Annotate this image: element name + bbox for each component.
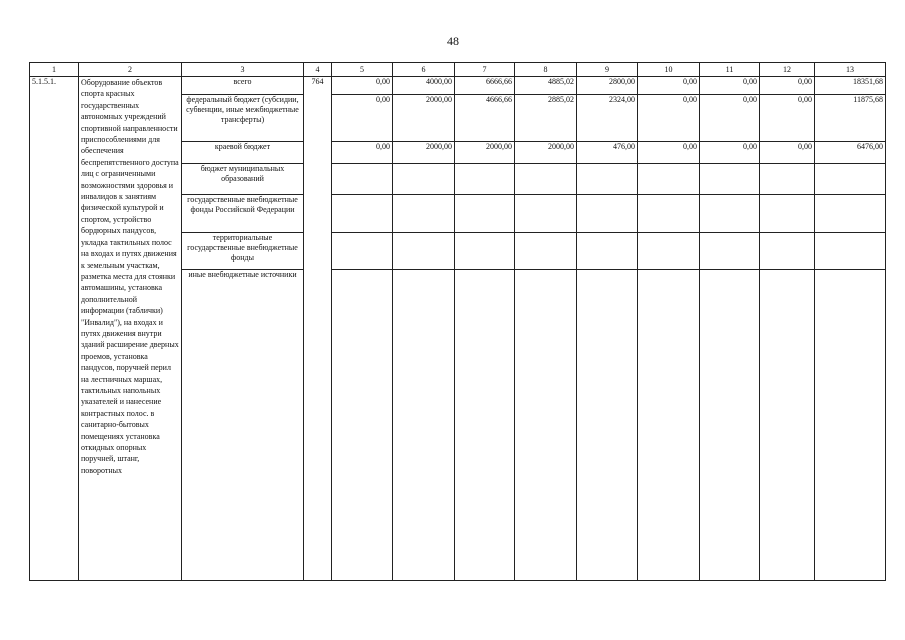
amount-cell: 0,00 bbox=[638, 77, 700, 95]
column-header: 13 bbox=[815, 63, 886, 77]
amount-cell: 0,00 bbox=[760, 142, 815, 164]
funding-table bbox=[29, 62, 886, 581]
amount-cell bbox=[332, 233, 393, 270]
amount-cell: 0,00 bbox=[332, 77, 393, 95]
amount-cell bbox=[455, 233, 515, 270]
funding-source: государственные внебюджетные фонды Российской Федерации bbox=[182, 195, 304, 233]
amount-cell bbox=[577, 195, 638, 233]
amount-cell: 0,00 bbox=[760, 95, 815, 142]
column-header: 7 bbox=[455, 63, 515, 77]
amount-cell bbox=[515, 270, 577, 581]
column-header-row bbox=[30, 63, 886, 77]
amount-cell bbox=[455, 270, 515, 581]
amount-cell bbox=[815, 195, 886, 233]
amount-cell: 18351,68 bbox=[815, 77, 886, 95]
amount-cell: 2000,00 bbox=[515, 142, 577, 164]
funding-source: всего bbox=[182, 77, 304, 95]
amount-cell bbox=[700, 195, 760, 233]
column-header: 12 bbox=[760, 63, 815, 77]
amount-cell: 2800,00 bbox=[577, 77, 638, 95]
amount-cell: 476,00 bbox=[577, 142, 638, 164]
amount-cell: 6476,00 bbox=[815, 142, 886, 164]
amount-cell: 0,00 bbox=[332, 142, 393, 164]
amount-cell: 11875,68 bbox=[815, 95, 886, 142]
amount-cell: 6666,66 bbox=[455, 77, 515, 95]
row-name: Оборудование объектов спорта красных государственных автономных учреждений спортивной направленности приспособлениями для обеспечения беспрепятственного доступа лиц с ограниченными возможностями здоровья и инвалидов к занятиям физической культурой и спортом, устройство бордюрных пандусов, укладка тактильных полос на входах и путях движения к земельным участкам, разметка места для стоянки автомашины, установка дополнительной информации (таблички) "Инвалид"), на входах и путях движения внутри зданий расширение дверных проемов, установка пандусов, поручней перил на лестничных маршах, тактильных напольных указателей и нанесение контрастных полос. в санитарно-бытовых помещениях установка откидных опорных поручней, штанг, поворотных bbox=[79, 77, 182, 581]
amount-cell bbox=[332, 195, 393, 233]
amount-cell bbox=[638, 195, 700, 233]
column-header: 3 bbox=[182, 63, 304, 77]
amount-cell bbox=[332, 270, 393, 581]
amount-cell bbox=[815, 164, 886, 195]
amount-cell bbox=[393, 195, 455, 233]
column-header: 5 bbox=[332, 63, 393, 77]
amount-cell: 4885,02 bbox=[515, 77, 577, 95]
amount-cell bbox=[515, 195, 577, 233]
column-header: 2 bbox=[79, 63, 182, 77]
column-4-value: 764 bbox=[304, 77, 332, 581]
amount-cell: 2000,00 bbox=[455, 142, 515, 164]
amount-cell bbox=[638, 270, 700, 581]
amount-cell bbox=[332, 164, 393, 195]
funding-source: бюджет муниципальных образований bbox=[182, 164, 304, 195]
amount-cell bbox=[700, 270, 760, 581]
funding-source: территориальные государственные внебюджетные фонды bbox=[182, 233, 304, 270]
amount-cell bbox=[577, 164, 638, 195]
column-header: 6 bbox=[393, 63, 455, 77]
amount-cell bbox=[815, 233, 886, 270]
amount-cell bbox=[815, 270, 886, 581]
amount-cell bbox=[455, 195, 515, 233]
funding-source: краевой бюджет bbox=[182, 142, 304, 164]
column-header: 1 bbox=[30, 63, 79, 77]
amount-cell bbox=[700, 233, 760, 270]
amount-cell: 2324,00 bbox=[577, 95, 638, 142]
amount-cell bbox=[760, 164, 815, 195]
amount-cell bbox=[393, 164, 455, 195]
page-number: 48 bbox=[447, 34, 459, 48]
amount-cell: 4666,66 bbox=[455, 95, 515, 142]
amount-cell: 0,00 bbox=[700, 142, 760, 164]
amount-cell: 0,00 bbox=[760, 77, 815, 95]
amount-cell bbox=[455, 164, 515, 195]
amount-cell bbox=[577, 233, 638, 270]
amount-cell: 0,00 bbox=[332, 95, 393, 142]
amount-cell: 2000,00 bbox=[393, 142, 455, 164]
amount-cell bbox=[638, 233, 700, 270]
amount-cell: 0,00 bbox=[638, 142, 700, 164]
row-code: 5.1.5.1. bbox=[30, 77, 79, 581]
amount-cell bbox=[638, 164, 700, 195]
column-header: 4 bbox=[304, 63, 332, 77]
amount-cell bbox=[515, 233, 577, 270]
amount-cell: 4000,00 bbox=[393, 77, 455, 95]
amount-cell bbox=[515, 164, 577, 195]
funding-source: иные внебюджетные источники bbox=[182, 270, 304, 581]
amount-cell: 2000,00 bbox=[393, 95, 455, 142]
amount-cell bbox=[393, 233, 455, 270]
funding-source: федеральный бюджет (субсидии, субвенции, иные межбюджетные трансферты) bbox=[182, 95, 304, 142]
amount-cell: 0,00 bbox=[700, 95, 760, 142]
amount-cell bbox=[577, 270, 638, 581]
amount-cell bbox=[700, 164, 760, 195]
amount-cell: 0,00 bbox=[638, 95, 700, 142]
amount-cell bbox=[393, 270, 455, 581]
amount-cell bbox=[760, 195, 815, 233]
column-header: 10 bbox=[638, 63, 700, 77]
amount-cell bbox=[760, 233, 815, 270]
column-header: 8 bbox=[515, 63, 577, 77]
funding-row bbox=[30, 77, 886, 95]
amount-cell bbox=[760, 270, 815, 581]
amount-cell: 0,00 bbox=[700, 77, 760, 95]
amount-cell: 2885,02 bbox=[515, 95, 577, 142]
column-header: 11 bbox=[700, 63, 760, 77]
column-header: 9 bbox=[577, 63, 638, 77]
